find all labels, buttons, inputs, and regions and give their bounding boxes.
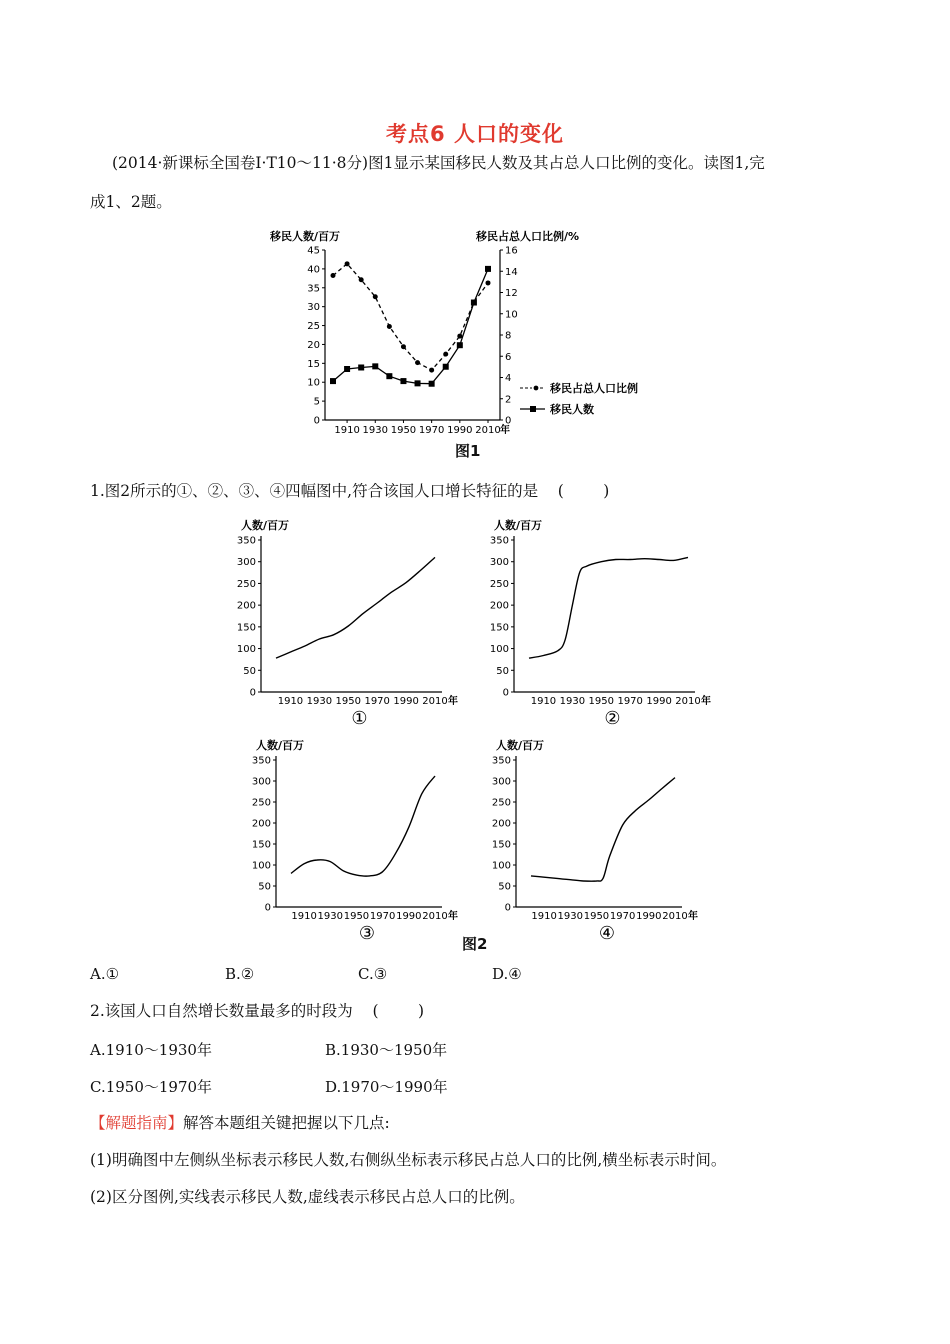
figure1-chart xyxy=(270,225,690,460)
figure1-ratio-point xyxy=(387,324,392,329)
figure1-left-tick-label: 40 xyxy=(307,264,320,276)
figure1-ratio-point xyxy=(471,300,476,305)
panel-y-tick-label: 50 xyxy=(258,881,271,893)
panel-x-tick-label: 1990 xyxy=(393,696,419,707)
intro-text-line1: (2014·新课标全国卷Ⅰ·T10～11·8分)图1显示某国移民人数及其占总人口比例的变化。读图1,完 xyxy=(112,154,765,172)
figure1-right-tick-label: 10 xyxy=(505,309,518,321)
question2-stem: 2.该国人口自然增长数量最多的时段为 ( ) xyxy=(90,1002,425,1020)
figure1-ratio-point xyxy=(359,277,364,282)
panel-y-tick-label: 150 xyxy=(491,839,511,851)
panel-x-tick-label: 1950 xyxy=(583,911,610,922)
figure1-ratio-point xyxy=(373,294,378,299)
guide-heading xyxy=(90,1113,390,1133)
panel-y-tick-label: 350 xyxy=(236,535,256,547)
panel-y-tick-label: 300 xyxy=(236,557,256,569)
panel-x-tick-label: 1910 xyxy=(291,911,317,922)
panel-x-tick-label: 1990 xyxy=(396,911,422,922)
panel-y-tick-label: 350 xyxy=(251,755,271,767)
figure1-count-point xyxy=(386,373,392,379)
panel-label: ③ xyxy=(358,923,376,944)
panel-x-tick-label: 2010 xyxy=(675,696,701,707)
panel-y-axis-label: 人数/百万 xyxy=(241,519,290,532)
panel-label: ① xyxy=(351,708,368,729)
figure1-ratio-point xyxy=(457,334,462,339)
panel-x-tick-label: 1930 xyxy=(317,911,343,922)
figure1-count-point xyxy=(344,366,350,372)
figure1-count-point xyxy=(400,378,406,384)
figure1-count-point xyxy=(415,380,421,386)
panel-y-tick-label: 150 xyxy=(236,622,256,634)
q1-option-b[interactable]: B.② xyxy=(225,965,255,983)
panel-x-tick-label: 1970 xyxy=(369,911,396,922)
figure1-ratio-point xyxy=(401,344,406,349)
figure1-right-axis-label: 移民占总人口比例/% xyxy=(476,230,580,243)
panel-y-tick-label: 0 xyxy=(504,902,511,914)
figure1-x-tick-label: 1990 xyxy=(447,425,473,436)
figure1-left-tick-label: 25 xyxy=(307,321,320,333)
q2-option-d[interactable]: D.1970～1990年 xyxy=(325,1078,448,1096)
figure1-count-point xyxy=(358,364,364,370)
figure1-caption: 图1 xyxy=(455,442,481,460)
figure1-right-tick-label: 2 xyxy=(505,394,512,406)
panel-y-tick-label: 50 xyxy=(498,881,511,893)
figure2-panel-3 xyxy=(240,735,470,945)
figure1-series-count-line xyxy=(333,269,488,384)
panel-x-tick-label: 1930 xyxy=(306,696,333,707)
figure1-left-tick-label: 10 xyxy=(307,377,320,389)
figure1-right-tick-label: 6 xyxy=(505,351,512,363)
question1-stem: 1.图2所示的①、②、③、④四幅图中,符合该国人口增长特征的是 ( ) xyxy=(90,482,610,500)
panel-x-tick-label: 1910 xyxy=(277,696,304,707)
panel-x-unit: 年 xyxy=(701,696,711,707)
guide-tag: 【解题指南】 xyxy=(90,1114,184,1132)
panel-x-tick-label: 1970 xyxy=(609,911,636,922)
figure2-panel-1 xyxy=(225,515,470,730)
figure2-panel-4 xyxy=(480,735,710,945)
q2-option-c[interactable]: C.1950～1970年 xyxy=(90,1078,213,1096)
figure1-left-tick-label: 15 xyxy=(307,358,320,370)
figure1-left-tick-label: 30 xyxy=(307,302,320,314)
panel-x-tick-label: 1950 xyxy=(335,696,361,707)
guide-point-2: (2)区分图例,实线表示移民人数,虚线表示移民占总人口的比例。 xyxy=(90,1188,525,1206)
q2-option-b[interactable]: B.1930～1950年 xyxy=(325,1041,448,1059)
panel-x-tick-label: 2010 xyxy=(662,911,688,922)
panel-x-tick-label: 1990 xyxy=(646,696,672,707)
panel-x-tick-label: 1910 xyxy=(531,911,557,922)
panel-x-tick-label: 1970 xyxy=(617,696,643,707)
q1-option-a[interactable]: A.① xyxy=(90,965,120,983)
panel-y-tick-label: 100 xyxy=(491,860,511,872)
panel-label: ② xyxy=(604,708,621,729)
panel-y-axis-label: 人数/百万 xyxy=(496,739,545,752)
legend-ratio-label: 移民占总人口比例 xyxy=(550,382,638,395)
q2-option-a[interactable]: A.1910～1930年 xyxy=(90,1041,212,1059)
figure1-ratio-point xyxy=(429,368,434,373)
panel-y-tick-label: 100 xyxy=(251,860,271,872)
panel-y-tick-label: 250 xyxy=(491,797,511,809)
panel-y-tick-label: 100 xyxy=(489,644,509,656)
panel-y-tick-label: 200 xyxy=(489,600,509,612)
panel-y-tick-label: 0 xyxy=(264,902,271,914)
page-title: 考点6 人口的变化 xyxy=(386,122,564,146)
figure1-left-tick-label: 0 xyxy=(313,415,320,427)
panel-y-tick-label: 100 xyxy=(236,644,256,656)
figure1-x-tick-label: 1910 xyxy=(334,425,360,436)
panel-y-tick-label: 0 xyxy=(502,687,509,699)
figure2-caption: 图2 xyxy=(462,935,488,953)
panel-x-unit: 年 xyxy=(688,911,698,922)
panel-population-curve xyxy=(531,778,675,882)
panel-y-axis-label: 人数/百万 xyxy=(256,739,305,752)
figure1-x-tick-label: 1930 xyxy=(362,425,388,436)
figure1-right-tick-label: 4 xyxy=(505,373,512,384)
panel-x-tick-label: 1930 xyxy=(559,696,586,707)
figure1-left-tick-label: 20 xyxy=(307,339,320,351)
figure1-count-point xyxy=(443,364,449,370)
panel-x-tick-label: 1950 xyxy=(343,911,370,922)
figure2-panel-2 xyxy=(478,515,723,730)
panel-y-tick-label: 250 xyxy=(251,797,271,809)
panel-y-tick-label: 350 xyxy=(491,755,511,767)
panel-x-tick-label: 1910 xyxy=(530,696,557,707)
panel-y-tick-label: 150 xyxy=(251,839,271,851)
figure1-series-ratio-line xyxy=(333,264,488,370)
figure1-right-tick-label: 12 xyxy=(505,288,518,299)
figure1-right-tick-label: 0 xyxy=(505,415,512,427)
figure1-x-tick-label: 1950 xyxy=(390,425,417,436)
panel-x-unit: 年 xyxy=(448,696,458,707)
figure1-count-point xyxy=(372,363,378,369)
panel-y-tick-label: 0 xyxy=(249,687,256,699)
panel-y-tick-label: 50 xyxy=(243,665,256,677)
panel-x-tick-label: 1950 xyxy=(588,696,614,707)
figure1-right-tick-label: 16 xyxy=(505,245,518,257)
panel-y-tick-label: 300 xyxy=(489,557,509,569)
panel-x-tick-label: 1990 xyxy=(636,911,662,922)
figure1-ratio-point xyxy=(415,360,420,365)
panel-x-tick-label: 2010 xyxy=(422,911,448,922)
panel-label: ④ xyxy=(598,923,616,944)
legend-count-marker xyxy=(530,406,536,412)
figure1-count-point xyxy=(429,381,435,387)
figure1-ratio-point xyxy=(345,261,350,266)
panel-y-tick-label: 200 xyxy=(236,600,256,612)
q1-option-c[interactable]: C.③ xyxy=(358,965,388,983)
figure1-count-point xyxy=(485,266,491,272)
panel-y-tick-label: 200 xyxy=(491,818,511,830)
legend-ratio-marker xyxy=(534,386,539,391)
panel-population-curve xyxy=(529,557,688,658)
panel-population-curve xyxy=(291,776,435,876)
intro-text-line2: 成1、2题。 xyxy=(90,193,172,211)
panel-x-tick-label: 2010 xyxy=(422,696,448,707)
figure1-left-tick-label: 35 xyxy=(307,283,320,295)
figure1-ratio-point xyxy=(331,273,336,278)
panel-x-tick-label: 1930 xyxy=(557,911,583,922)
panel-population-curve xyxy=(276,557,435,658)
panel-y-tick-label: 300 xyxy=(491,776,511,788)
legend-count-label: 移民人数 xyxy=(550,403,594,416)
figure1-x-tick-label: 2010 xyxy=(475,425,501,436)
figure1-right-tick-label: 14 xyxy=(505,266,518,278)
panel-y-tick-label: 50 xyxy=(496,665,509,677)
figure1-right-tick-label: 8 xyxy=(505,330,512,342)
guide-intro: 解答本题组关键把握以下几点: xyxy=(183,1114,390,1132)
figure1-count-point xyxy=(330,378,336,384)
panel-y-tick-label: 250 xyxy=(236,578,256,590)
panel-y-tick-label: 150 xyxy=(489,622,509,634)
panel-y-tick-label: 200 xyxy=(251,818,271,830)
figure1-count-point xyxy=(457,342,463,348)
figure1-left-axis-label: 移民人数/百万 xyxy=(270,230,341,243)
panel-x-unit: 年 xyxy=(448,911,458,922)
panel-x-tick-label: 1970 xyxy=(364,696,390,707)
figure1-x-tick-label: 1970 xyxy=(418,425,445,436)
q1-option-d[interactable]: D.④ xyxy=(492,965,522,983)
panel-y-tick-label: 250 xyxy=(489,578,509,590)
figure1-x-unit: 年 xyxy=(500,425,510,436)
panel-y-tick-label: 350 xyxy=(489,535,509,547)
panel-y-axis-label: 人数/百万 xyxy=(494,519,543,532)
figure1-left-tick-label: 45 xyxy=(307,245,320,257)
panel-y-tick-label: 300 xyxy=(251,776,271,788)
guide-point-1: (1)明确图中左侧纵坐标表示移民人数,右侧纵坐标表示移民占总人口的比例,横坐标表示时间。 xyxy=(90,1151,727,1169)
figure1-left-tick-label: 5 xyxy=(313,396,320,408)
figure1-ratio-point xyxy=(443,352,448,357)
figure1-ratio-point xyxy=(486,280,491,285)
